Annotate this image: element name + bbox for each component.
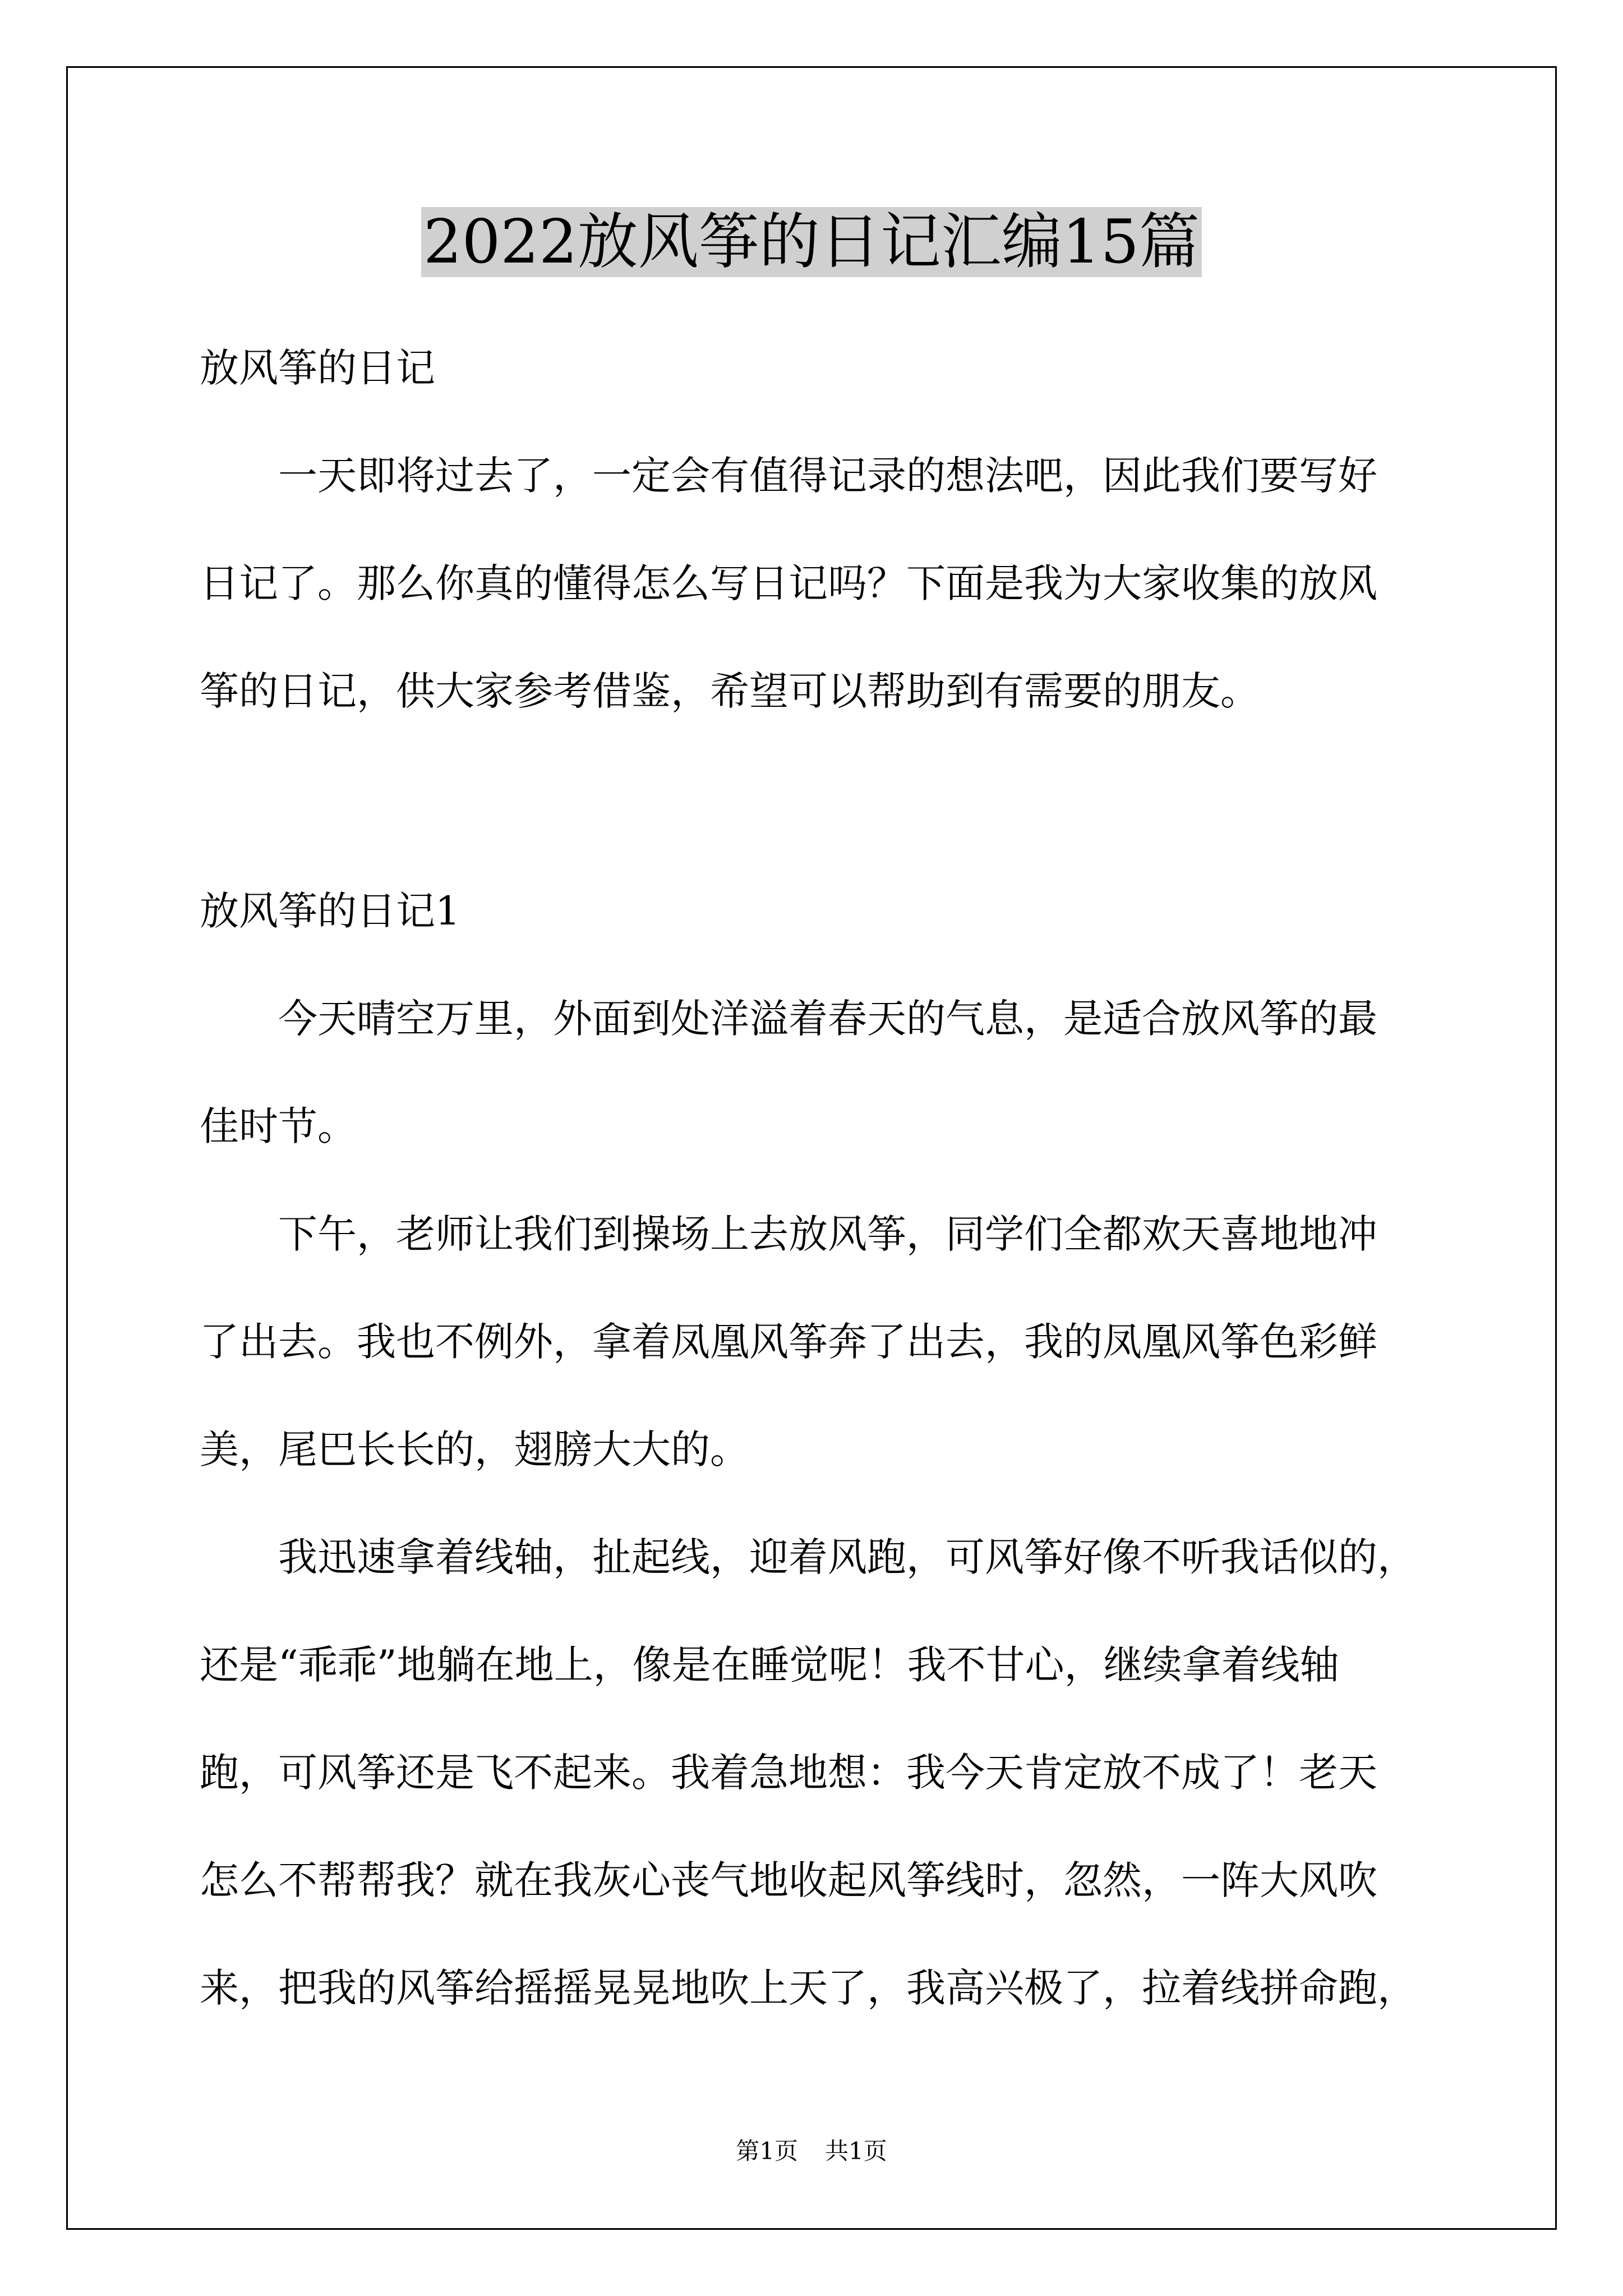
document-title-text: 2022放风筝的日记汇编15篇 bbox=[421, 207, 1202, 277]
section-heading: 放风筝的日记 bbox=[200, 345, 435, 391]
paragraph-line: 了出去。我也不例外，拿着凤凰风筝奔了出去，我的凤凰风筝色彩鲜 bbox=[200, 1319, 1377, 1365]
paragraph-line: 下午，老师让我们到操场上去放风筝，同学们全都欢天喜地地冲 bbox=[200, 1211, 1377, 1257]
paragraph-line: 日记了。那么你真的懂得怎么写日记吗？下面是我为大家收集的放风 bbox=[200, 560, 1377, 606]
paragraph-line: 今天晴空万里，外面到处洋溢着春天的气息，是适合放风筝的最 bbox=[200, 996, 1377, 1042]
document-title bbox=[0, 197, 1623, 287]
section1-heading bbox=[200, 857, 1440, 965]
paragraph-line: 我迅速拿着线轴，扯起线，迎着风跑，可风筝好像不听我话似的， bbox=[200, 1534, 1417, 1580]
page-footer bbox=[0, 2134, 1623, 2168]
paragraph-3 bbox=[200, 1503, 1440, 2042]
paragraph-line: 怎么不帮帮我？就在我灰心丧气地收起风筝线时，忽然，一阵大风吹 bbox=[200, 1857, 1377, 1903]
paragraph-line: 来，把我的风筝给摇摇晃晃地吹上天了，我高兴极了，拉着线拼命跑， bbox=[200, 1965, 1417, 2011]
paragraph-2 bbox=[200, 1180, 1440, 1503]
paragraph-line: 还是“乖乖”地躺在地上，像是在睡觉呢！我不甘心，继续拿着线轴 bbox=[200, 1642, 1339, 1688]
paragraph-line: 跑，可风筝还是飞不起来。我着急地想：我今天肯定放不成了！老天 bbox=[200, 1750, 1377, 1796]
page-number-current: 第1页 bbox=[736, 2137, 798, 2165]
paragraph-line: 佳时节。 bbox=[200, 1103, 357, 1149]
paragraph-1 bbox=[200, 965, 1440, 1180]
page-number-total: 共1页 bbox=[825, 2137, 887, 2165]
intro-heading bbox=[200, 314, 1440, 422]
intro-paragraph bbox=[200, 422, 1440, 745]
paragraph-line: 筝的日记，供大家参考借鉴，希望可以帮助到有需要的朋友。 bbox=[200, 668, 1260, 714]
section-heading: 放风筝的日记1 bbox=[200, 888, 460, 934]
paragraph-line: 美，尾巴长长的，翅膀大大的。 bbox=[200, 1427, 749, 1473]
paragraph-line: 一天即将过去了，一定会有值得记录的想法吧，因此我们要写好 bbox=[200, 453, 1377, 499]
